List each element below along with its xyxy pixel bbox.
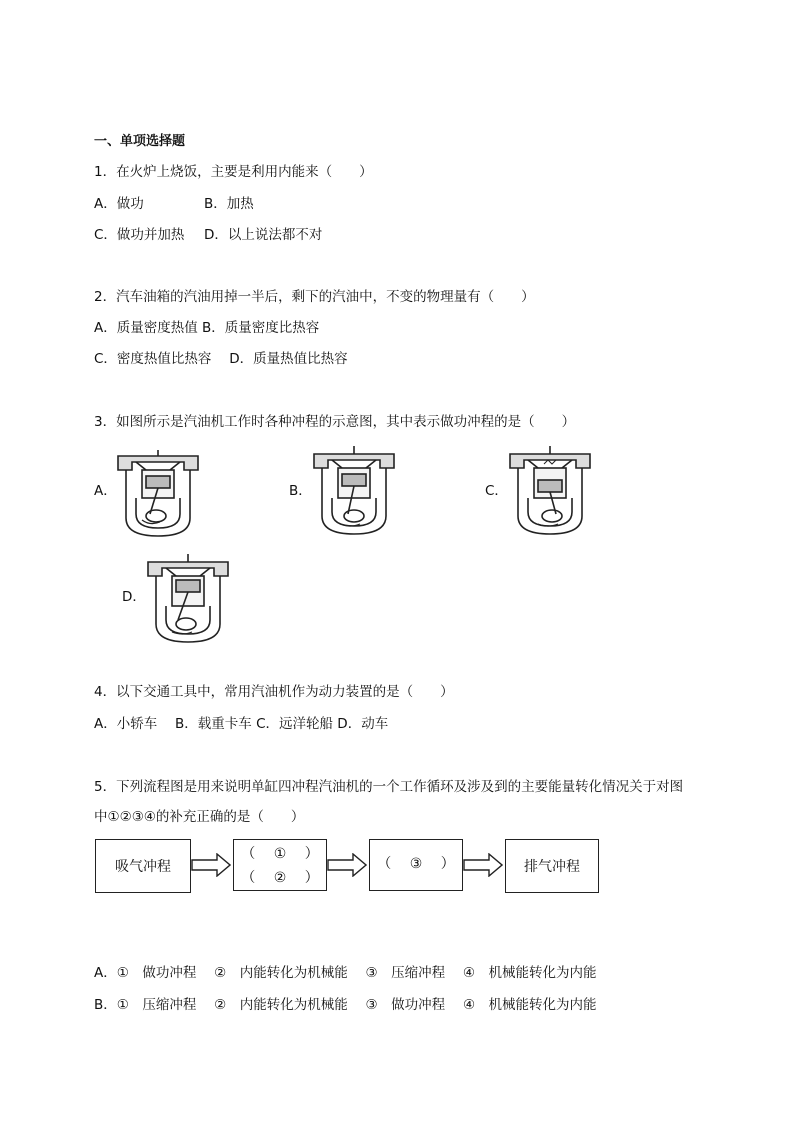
q1-option-d: D．以上说法都不对 [204, 227, 323, 243]
flow-box-blank-3-4 [369, 839, 463, 891]
question-1-text: 1．在火炉上烧饭，主要是利用内能来（ ） [94, 164, 373, 180]
flow-arrow-2 [327, 853, 367, 877]
section-title: 一、单项选择题 [94, 134, 186, 149]
q3-label-c: C． [485, 483, 508, 499]
q3-label-d: D． [122, 589, 146, 605]
q3-label-b: B． [289, 483, 312, 499]
engine-diagram-c [504, 444, 596, 538]
flow-arrow-1 [191, 853, 231, 877]
flow-box-intake-stroke [95, 839, 191, 893]
flow-box-exhaust-stroke [505, 839, 599, 893]
flow-arrow-3 [463, 853, 503, 877]
flow-blank-3: （ ③ ） [377, 856, 455, 872]
engine-diagram-a [112, 448, 204, 540]
flow-box-exhaust-label: 排气冲程 [524, 859, 580, 875]
q2-options-cd: C．密度热值比热容 D．质量热值比热容 [94, 351, 348, 367]
flow-box-blank-1-2 [233, 839, 327, 891]
q1-option-a: A．做功 [94, 196, 144, 212]
flow-box-intake-label: 吸气冲程 [115, 859, 171, 875]
question-2-text: 2．汽车油箱的汽油用掉一半后，剩下的汽油中，不变的物理量有（ ） [94, 289, 535, 305]
engine-diagram-b [308, 444, 400, 538]
q2-options-ab: A．质量密度热值 B．质量密度比热容 [94, 320, 320, 336]
question-4-text: 4．以下交通工具中，常用汽油机作为动力装置的是（ ） [94, 684, 454, 700]
q1-option-b: B．加热 [204, 196, 254, 212]
flow-blank-2: （ ② ） [241, 870, 319, 886]
q4-options: A．小轿车 B．载重卡车 C．远洋轮船 D．动车 [94, 716, 389, 732]
question-5-text-line1: 5．下列流程图是用来说明单缸四冲程汽油机的一个工作循环及涉及到的主要能量转化情况关于对图 [94, 779, 684, 795]
q5-option-b: B．① 压缩冲程 ② 内能转化为机械能 ③ 做功冲程 ④ 机械能转化为内能 [94, 997, 597, 1013]
flow-blank-1: （ ① ） [241, 846, 319, 862]
q1-option-c: C．做功并加热 [94, 227, 185, 243]
q3-label-a: A． [94, 483, 117, 499]
question-3-text: 3．如图所示是汽油机工作时各种冲程的示意图，其中表示做功冲程的是（ ） [94, 414, 576, 430]
engine-diagram-d [142, 552, 234, 646]
q5-option-a: A．① 做功冲程 ② 内能转化为机械能 ③ 压缩冲程 ④ 机械能转化为内能 [94, 965, 597, 981]
question-5-text-line2: 中①②③④的补充正确的是（ ） [94, 809, 305, 825]
